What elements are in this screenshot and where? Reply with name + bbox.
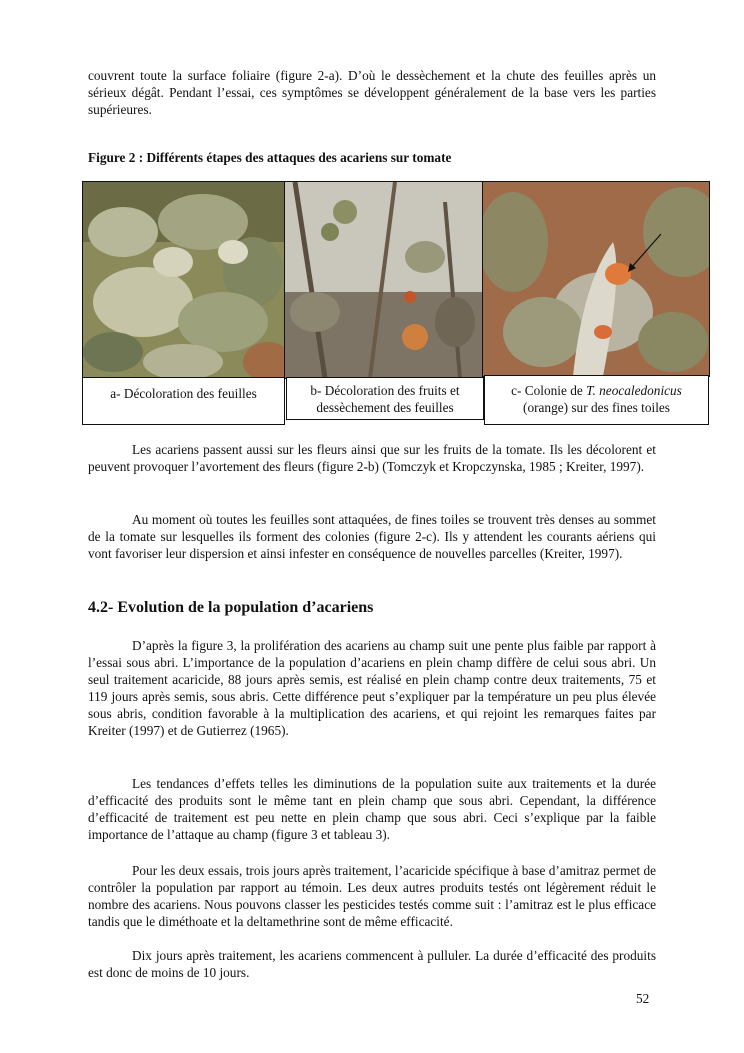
paragraph-6: Pour les deux essais, trois jours après traitement, l’acaricide spécifique à base d’amitraz permet de contrôler la population par rapport au témoin. Les deux autres produits testés ont légèrement réduit le nombre des acariens. Nous pouvons classer les pesticides testés comme suit : l’amitraz est le plus efficace tandis que le diméthoate et la deltamethrine sont de même efficacité. xyxy=(88,863,656,929)
caption-c-species: T. neocaledonicus xyxy=(586,383,682,398)
caption-c-suffix: (orange) sur des fines toiles xyxy=(523,400,670,415)
section-title: 4.2- Evolution de la population d’acariens xyxy=(88,599,374,616)
caption-a: a- Décoloration des feuilles xyxy=(82,377,285,425)
paragraph-3: Au moment où toutes les feuilles sont attaquées, de fines toiles se trouvent très denses au sommet de la tomate sur lesquelles ils forment des colonies (figure 2-c). Ils y attendent les courants aériens qui vont favoriser leur dispersion et ainsi infester en conséquence de nouvelles parcelles (Kreiter, 1997). xyxy=(88,512,656,561)
paragraph-2: Les acariens passent aussi sur les fleurs ainsi que sur les fruits de la tomate. Ils les décolorent et peuvent provoquer l’avortement des fleurs (figure 2-b) (Tomczyk et Kropczynska, 1985 ; Kreiter, 1997). xyxy=(88,442,656,474)
paragraph-4: D’après la figure 3, la prolifération des acariens au champ suit une pente plus faible par rapport à l’essai sous abri. L’importance de la population d’acariens en plein champ diffère de celui sous abri. Un seul traitement acaricide, 88 jours après semis, est réalisé en plein champ contre deux traitements, 75 et 119 jours après semis, sous abris. Cette différence peut s’expliquer par la température un peu plus élevée sous abris, condition favorable à la multiplication des acariens, et qui rejoint les remarques faites par Kreiter (1997) et de Gutierrez (1965). xyxy=(88,638,656,738)
photo-c-mite-colony xyxy=(482,181,710,377)
paragraph-1: couvrent toute la surface foliaire (figure 2-a). D’où le dessèchement et la chute des feuilles après un sérieux dégât. Pendant l’essai, ces symptômes se développent généralement de la base vers les parties supérieures. xyxy=(88,68,656,117)
photo-a-leaf-discoloration xyxy=(82,181,285,379)
photo-b-fruit-discoloration xyxy=(284,181,483,379)
paragraph-7: Dix jours après traitement, les acariens commencent à pulluler. La durée d’efficacité des produits est donc de moins de 10 jours. xyxy=(88,948,656,980)
figure-title: Figure 2 : Différents étapes des attaques des acariens sur tomate xyxy=(88,150,452,165)
paragraph-5: Les tendances d’effets telles les diminutions de la population suite aux traitements et la durée d’efficacité des produits sont le même tant en plein champ que sous abri. Cependant, la différence d’efficacité de traitement est peu nette en plein champ que sous abri. Ceci s’explique par la faible importance de l’attaque au champ (figure 3 et tableau 3). xyxy=(88,776,656,842)
page-number: 52 xyxy=(636,991,650,1006)
caption-c xyxy=(484,375,709,425)
caption-c-prefix: c- Colonie de xyxy=(511,383,587,398)
caption-b: b- Décoloration des fruits et dessèchement des feuilles xyxy=(286,377,484,420)
